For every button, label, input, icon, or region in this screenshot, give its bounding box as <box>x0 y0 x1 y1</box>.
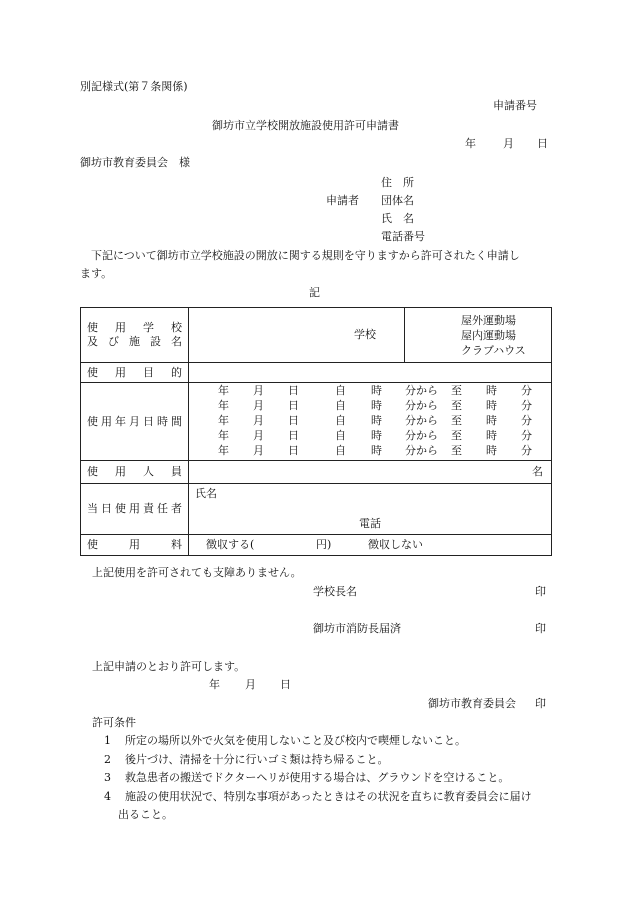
permit-day: 日 <box>280 678 291 691</box>
application-table <box>80 307 552 556</box>
fee-yen-close: 円) <box>316 538 332 551</box>
purpose-label <box>81 363 189 383</box>
datetime-label-char-5: 時 <box>157 414 168 428</box>
datetime-d-label: 日 <box>288 384 299 397</box>
principal-name-label: 学校長名 <box>313 585 357 598</box>
school-facility-l2-char-3: 設 <box>150 335 161 348</box>
condition-number: 1 <box>104 734 111 747</box>
datetime-row <box>81 383 552 461</box>
manager-label-char-3: 用 <box>129 502 140 515</box>
datetime-fm-label: 分から <box>405 444 438 457</box>
date-year: 年 <box>465 137 476 150</box>
condition-text: 救急患者の搬送でドクターヘリが使用する場合は、グラウンドを空けること。 <box>125 771 510 784</box>
datetime-tm-label: 分 <box>521 399 532 412</box>
school-facility-label-line1 <box>87 321 182 335</box>
datetime-to-label: 至 <box>451 429 462 442</box>
purpose-label-char-3: 的 <box>171 365 182 379</box>
addressee: 御坊市教育委員会 様 <box>80 156 190 169</box>
school-suffix: 学校 <box>354 328 376 341</box>
school-facility-label <box>81 308 189 363</box>
application-number-label: 申請番号 <box>493 99 537 112</box>
datetime-fm-label: 分から <box>405 384 438 397</box>
condition-4-continued: 出ること。 <box>118 808 173 821</box>
datetime-d-label: 日 <box>288 414 299 427</box>
datetime-from-label: 自 <box>335 414 346 427</box>
form-number: 別記様式(第７条関係) <box>80 80 188 93</box>
datetime-fh-label: 時 <box>371 384 382 397</box>
datetime-th-label: 時 <box>486 414 497 427</box>
fee-label-char-0: 使 <box>87 538 98 551</box>
school-facility-row <box>81 308 552 363</box>
fee-row <box>81 535 552 556</box>
datetime-from-label: 自 <box>335 429 346 442</box>
datetime-fh-label: 時 <box>371 414 382 427</box>
datetime-th-label: 時 <box>486 444 497 457</box>
condition-number: 2 <box>104 752 111 766</box>
school-facility-label-line2 <box>87 335 182 349</box>
datetime-to-label: 至 <box>451 414 462 427</box>
datetime-to-label: 至 <box>451 444 462 457</box>
manager-phone-label: 電話 <box>359 517 381 530</box>
datetime-y-label: 年 <box>218 384 229 397</box>
conditions-title: 許可条件 <box>92 716 136 729</box>
datetime-y-label: 年 <box>218 399 229 412</box>
purpose-label-char-2: 目 <box>143 365 154 379</box>
applicant-name-label: 氏 名 <box>381 212 414 225</box>
datetime-m-label: 月 <box>253 399 264 412</box>
permit-text: 上記申請のとおり許可します。 <box>92 660 246 673</box>
no-objection-text: 上記使用を許可されても支障ありません。 <box>92 566 302 579</box>
datetime-entry[interactable] <box>189 429 551 444</box>
permit-year: 年 <box>209 678 220 691</box>
datetime-tm-label: 分 <box>521 429 532 442</box>
applicant-role: 申請者 <box>326 194 359 207</box>
permit-month: 月 <box>245 678 256 691</box>
form-title: 御坊市立学校開放施設使用許可申請書 <box>212 119 399 132</box>
datetime-tm-label: 分 <box>521 414 532 427</box>
manager-label-char-2: 使 <box>115 502 126 515</box>
people-label-char-2: 人 <box>143 465 154 478</box>
school-facility-l2-char-0: 及 <box>87 335 98 348</box>
datetime-fm-label: 分から <box>405 429 438 442</box>
school-facility-l1-char-1: 用 <box>115 321 126 334</box>
people-label-char-1: 用 <box>115 465 126 478</box>
fee-cell <box>189 535 552 556</box>
applicant-address-label: 住 所 <box>381 176 414 189</box>
datetime-tm-label: 分 <box>521 444 532 457</box>
datetime-y-label: 年 <box>218 444 229 457</box>
datetime-to-label: 至 <box>451 384 462 397</box>
facility-outdoor[interactable]: 屋外運動場 <box>461 313 516 327</box>
manager-label-char-0: 当 <box>87 502 98 515</box>
condition-number: 3 <box>104 771 111 784</box>
people-unit: 名 <box>532 465 543 478</box>
date-day: 日 <box>537 137 548 150</box>
school-name-cell[interactable] <box>189 308 405 363</box>
seal-principal: 印 <box>535 585 546 598</box>
seal-fire-chief: 印 <box>535 622 546 635</box>
datetime-label-char-0: 使 <box>87 414 98 428</box>
fee-label <box>81 535 189 556</box>
applicant-phone-label: 電話番号 <box>381 230 425 243</box>
datetime-th-label: 時 <box>486 399 497 412</box>
datetime-th-label: 時 <box>486 429 497 442</box>
datetime-label-char-4: 日 <box>143 414 154 428</box>
datetime-m-label: 月 <box>253 444 264 457</box>
datetime-m-label: 月 <box>253 384 264 397</box>
fee-label-char-1: 用 <box>129 538 140 551</box>
school-facility-l2-char-2: 施 <box>129 335 140 348</box>
people-row <box>81 461 552 484</box>
ki-heading: 記 <box>309 286 320 299</box>
seal-board: 印 <box>535 697 546 710</box>
datetime-y-label: 年 <box>218 429 229 442</box>
date-month: 月 <box>503 137 514 150</box>
manager-label-char-4: 責 <box>143 502 154 515</box>
purpose-label-char-0: 使 <box>87 365 98 379</box>
fee-label-char-2: 料 <box>171 538 182 551</box>
datetime-fh-label: 時 <box>371 429 382 442</box>
datetime-d-label: 日 <box>288 429 299 442</box>
condition-text: 施設の使用状況で、特別な事項があったときはその状況を直ちに教育委員会に届け <box>125 789 532 803</box>
manager-label-char-5: 任 <box>157 502 168 515</box>
school-facility-l2-char-1: び <box>108 335 119 348</box>
condition-text: 後片づけ、清掃を十分に行いゴミ類は持ち帰ること。 <box>125 752 389 766</box>
datetime-fh-label: 時 <box>371 444 382 457</box>
manager-row <box>81 484 552 535</box>
manager-label-char-6: 者 <box>171 502 182 515</box>
datetime-label-char-3: 月 <box>129 414 140 428</box>
condition-text: 所定の場所以外で火気を使用しないこと及び校内で喫煙しないこと。 <box>125 734 466 747</box>
datetime-m-label: 月 <box>253 414 264 427</box>
people-label-char-3: 員 <box>171 465 182 478</box>
fee-collect-option[interactable]: 徴収する( <box>206 538 255 551</box>
datetime-fm-label: 分から <box>405 399 438 412</box>
applicant-group-label: 団体名 <box>381 194 414 207</box>
manager-label-char-1: 日 <box>101 502 112 515</box>
school-facility-l1-char-0: 使 <box>87 321 98 334</box>
datetime-m-label: 月 <box>253 429 264 442</box>
people-label-char-0: 使 <box>87 465 98 478</box>
condition-number: 4 <box>104 789 111 803</box>
datetime-tm-label: 分 <box>521 384 532 397</box>
fee-no-collect-option[interactable]: 徴収しない <box>368 538 423 551</box>
manager-name-label: 氏名 <box>195 487 217 500</box>
manager-label <box>81 484 189 535</box>
datetime-y-label: 年 <box>218 414 229 427</box>
facility-indoor[interactable]: 屋内運動場 <box>461 328 516 342</box>
datetime-label-char-6: 間 <box>171 414 182 428</box>
people-label <box>81 461 189 484</box>
datetime-fh-label: 時 <box>371 399 382 412</box>
school-facility-l2-char-4: 名 <box>171 335 182 348</box>
purpose-label-char-1: 用 <box>115 365 126 379</box>
datetime-entry[interactable] <box>189 414 551 429</box>
datetime-label-char-1: 用 <box>101 414 112 428</box>
datetime-to-label: 至 <box>451 399 462 412</box>
school-facility-l1-char-2: 学 <box>143 321 154 334</box>
fire-chief-label: 御坊市消防長届済 <box>313 622 401 635</box>
datetime-from-label: 自 <box>335 444 346 457</box>
purpose-row <box>81 363 552 383</box>
datetime-from-label: 自 <box>335 384 346 397</box>
facility-list-cell <box>405 308 552 363</box>
datetime-entry[interactable] <box>189 384 551 399</box>
datetime-entry[interactable] <box>189 444 551 459</box>
purpose-field[interactable] <box>189 363 552 383</box>
facility-clubhouse[interactable]: クラブハウス <box>461 343 526 357</box>
board-name: 御坊市教育委員会 <box>428 697 516 710</box>
datetime-d-label: 日 <box>288 444 299 457</box>
datetime-from-label: 自 <box>335 399 346 412</box>
datetime-fm-label: 分から <box>405 414 438 427</box>
school-facility-l1-char-3: 校 <box>171 321 182 334</box>
intro-line-1: 下記について御坊市立学校施設の開放に関する規則を守りますから許可されたく申請し <box>80 249 520 262</box>
datetime-entry[interactable] <box>189 399 551 414</box>
datetime-d-label: 日 <box>288 399 299 412</box>
datetime-label <box>81 383 189 461</box>
intro-line-2: ます。 <box>80 267 113 280</box>
people-field[interactable] <box>189 461 552 484</box>
datetime-label-char-2: 年 <box>115 414 126 428</box>
manager-cell[interactable] <box>189 484 552 535</box>
datetime-cell[interactable] <box>189 383 552 461</box>
datetime-th-label: 時 <box>486 384 497 397</box>
